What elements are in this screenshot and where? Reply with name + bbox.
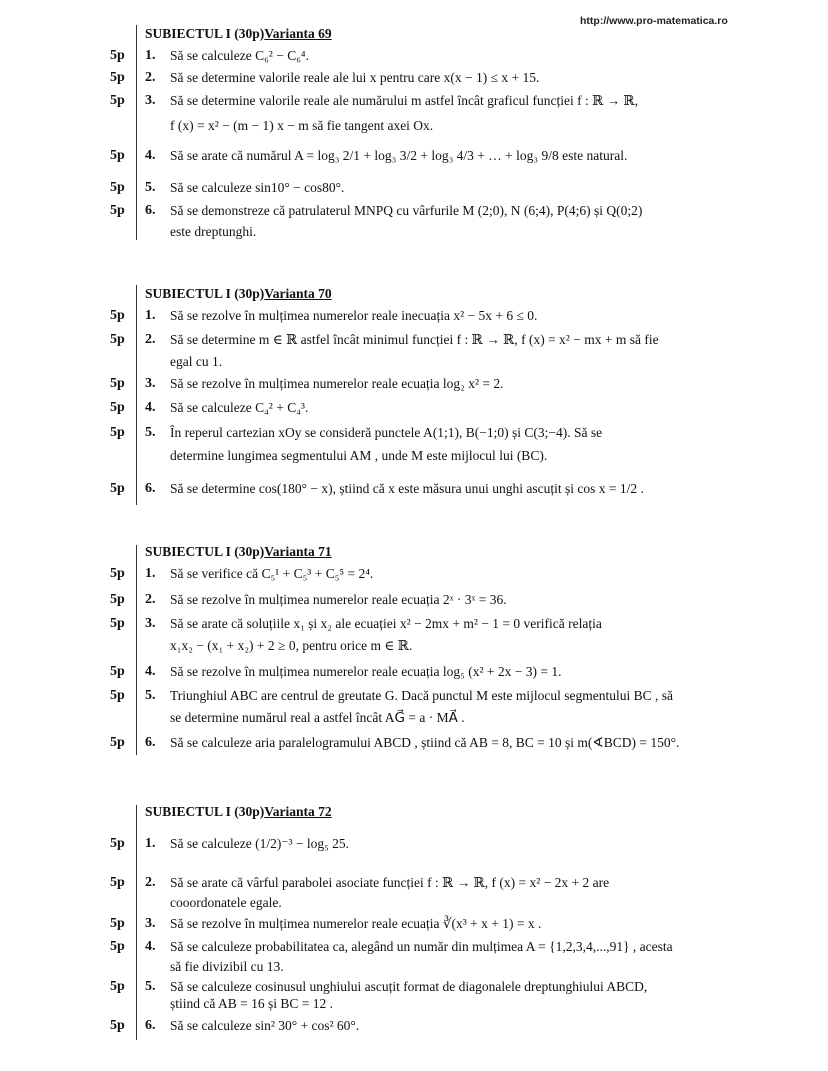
variant-label: Varianta 72 xyxy=(264,804,332,819)
problem-text: Să se calculeze C₄² + C₄³. xyxy=(170,400,309,415)
item-points: 5p xyxy=(110,425,125,440)
problem-text: Triunghiul ABC are centrul de greutate G. Dacă punctul M este mijlocul segmentului BC , să xyxy=(170,688,674,703)
item-points: 5p xyxy=(110,93,125,108)
subject-title: SUBIECTUL I (30p) xyxy=(145,804,265,819)
site-url[interactable]: http://www.pro-matematica.ro xyxy=(580,15,728,27)
problem-text: Să se rezolve în mulțimea numerelor reale ecuația ∛(x³ + x + 1) = x . xyxy=(170,916,542,931)
item-points: 5p xyxy=(110,616,125,631)
problem-text: cooordonatele egale. xyxy=(170,895,282,910)
problem-text: Să se verifice că C₅¹ + C₅³ + C₅⁵ = 2⁴. xyxy=(170,566,374,581)
item-number: 1. xyxy=(145,308,156,323)
item-number: 5. xyxy=(145,425,156,440)
item-number: 6. xyxy=(145,735,156,750)
subject-title: SUBIECTUL I (30p) xyxy=(145,544,265,559)
problem-text: se determine numărul real a astfel încât AG⃗ = a · MA⃗ . xyxy=(170,710,465,725)
subject-title: SUBIECTUL I (30p) xyxy=(145,286,265,301)
problem-text: Să se rezolve în mulțimea numerelor reale ecuația 2ˣ · 3ˣ = 36. xyxy=(170,592,507,607)
item-number: 6. xyxy=(145,481,156,496)
item-number: 3. xyxy=(145,93,156,108)
item-points: 5p xyxy=(110,180,125,195)
variant-label: Varianta 70 xyxy=(264,286,332,301)
section-title xyxy=(145,286,332,302)
problem-text: Să se calculeze (1/2)⁻³ − log₅ 25. xyxy=(170,836,350,851)
problem-text: Să se calculeze C₆² − C₆⁴. xyxy=(170,48,309,63)
item-number: 6. xyxy=(145,203,156,218)
section-title xyxy=(145,26,332,42)
problem-text: Să se calculeze aria paralelogramului ABCD , știind că AB = 8, BC = 10 și m(∢BCD) = 150°. xyxy=(170,735,680,750)
item-points: 5p xyxy=(110,70,125,85)
item-points: 5p xyxy=(110,735,125,750)
item-number: 1. xyxy=(145,566,156,581)
item-points: 5p xyxy=(110,592,125,607)
item-number: 2. xyxy=(145,70,156,85)
problem-text: Să se arate că vârful parabolei asociate funcției f : ℝ → ℝ, f (x) = x² − 2x + 2 are xyxy=(170,875,610,890)
item-points: 5p xyxy=(110,376,125,391)
problem-text: f (x) = x² − (m − 1) x − m să fie tangent axei Ox. xyxy=(170,118,434,133)
item-number: 1. xyxy=(145,836,156,851)
item-number: 2. xyxy=(145,875,156,890)
problem-text: x₁x₂ − (x₁ + x₂) + 2 ≥ 0, pentru orice m ∈ ℝ. xyxy=(170,638,413,653)
item-points: 5p xyxy=(110,481,125,496)
section-divider-line xyxy=(136,545,137,755)
item-number: 4. xyxy=(145,664,156,679)
item-points: 5p xyxy=(110,836,125,851)
problem-text: Să se arate că numărul A = log₃ 2/1 + log₃ 3/2 + log₃ 4/3 + … + log₃ 9/8 este natural. xyxy=(170,148,628,163)
problem-text: Să se arate că soluțiile x₁ și x₂ ale ecuației x² − 2mx + m² − 1 = 0 verifică relația xyxy=(170,616,602,631)
problem-text: Să se calculeze probabilitatea ca, alegând un număr din mulțimea A = {1,2,3,4,...,91} , acesta xyxy=(170,939,673,954)
item-number: 5. xyxy=(145,180,156,195)
item-number: 3. xyxy=(145,916,156,931)
item-points: 5p xyxy=(110,875,125,890)
item-points: 5p xyxy=(110,688,125,703)
section-divider-line xyxy=(136,25,137,240)
problem-text: Să se calculeze sin10° − cos80°. xyxy=(170,180,345,195)
item-number: 4. xyxy=(145,148,156,163)
item-number: 3. xyxy=(145,616,156,631)
problem-text: Să se determine valorile reale ale numărului m astfel încât graficul funcției f : ℝ → ℝ, xyxy=(170,93,639,108)
problem-text: În reperul cartezian xOy se consideră punctele A(1;1), B(−1;0) și C(3;−4). Să se xyxy=(170,425,603,440)
item-points: 5p xyxy=(110,566,125,581)
section-divider-line xyxy=(136,805,137,1040)
item-number: 4. xyxy=(145,939,156,954)
item-number: 6. xyxy=(145,1018,156,1033)
item-number: 2. xyxy=(145,592,156,607)
item-points: 5p xyxy=(110,664,125,679)
item-points: 5p xyxy=(110,308,125,323)
item-number: 3. xyxy=(145,376,156,391)
item-points: 5p xyxy=(110,332,125,347)
item-points: 5p xyxy=(110,979,125,994)
problem-text: egal cu 1. xyxy=(170,354,223,369)
variant-label: Varianta 71 xyxy=(264,544,332,559)
item-points: 5p xyxy=(110,203,125,218)
problem-text: Să se calculeze cosinusul unghiului ascuțit format de diagonalele dreptunghiului ABCD, xyxy=(170,979,648,994)
item-points: 5p xyxy=(110,1018,125,1033)
problem-text: să fie divizibil cu 13. xyxy=(170,959,284,974)
problem-text: Să se rezolve în mulțimea numerelor reale ecuația log₅ (x² + 2x − 3) = 1. xyxy=(170,664,562,679)
problem-text: Să se determine m ∈ ℝ astfel încât minimul funcției f : ℝ → ℝ, f (x) = x² − mx + m să fie xyxy=(170,332,659,347)
item-number: 5. xyxy=(145,688,156,703)
item-number: 4. xyxy=(145,400,156,415)
section-title xyxy=(145,804,332,820)
item-points: 5p xyxy=(110,48,125,63)
variant-label: Varianta 69 xyxy=(264,26,332,41)
item-number: 2. xyxy=(145,332,156,347)
problem-text: Să se determine valorile reale ale lui x pentru care x(x − 1) ≤ x + 15. xyxy=(170,70,540,85)
item-points: 5p xyxy=(110,916,125,931)
problem-text: Să se calculeze sin² 30° + cos² 60°. xyxy=(170,1018,360,1033)
item-points: 5p xyxy=(110,148,125,163)
subject-title: SUBIECTUL I (30p) xyxy=(145,26,265,41)
problem-text: Să se demonstreze că patrulaterul MNPQ cu vârfurile M (2;0), N (6;4), P(4;6) și Q(0;2) xyxy=(170,203,643,218)
problem-text: Să se rezolve în mulțimea numerelor reale ecuația log₂ x² = 2. xyxy=(170,376,504,391)
section-title xyxy=(145,544,332,560)
item-number: 1. xyxy=(145,48,156,63)
section-divider-line xyxy=(136,285,137,505)
item-points: 5p xyxy=(110,400,125,415)
item-number: 5. xyxy=(145,979,156,994)
problem-text: Să se rezolve în mulțimea numerelor reale inecuația x² − 5x + 6 ≤ 0. xyxy=(170,308,538,323)
problem-text: este dreptunghi. xyxy=(170,224,257,239)
item-points: 5p xyxy=(110,939,125,954)
problem-text: Să se determine cos(180° − x), știind că x este măsura unui unghi ascuțit și cos x = 1/2 . xyxy=(170,481,644,496)
problem-text: știind că AB = 16 și BC = 12 . xyxy=(170,996,333,1011)
problem-text: determine lungimea segmentului AM , unde M este mijlocul lui (BC). xyxy=(170,448,548,463)
